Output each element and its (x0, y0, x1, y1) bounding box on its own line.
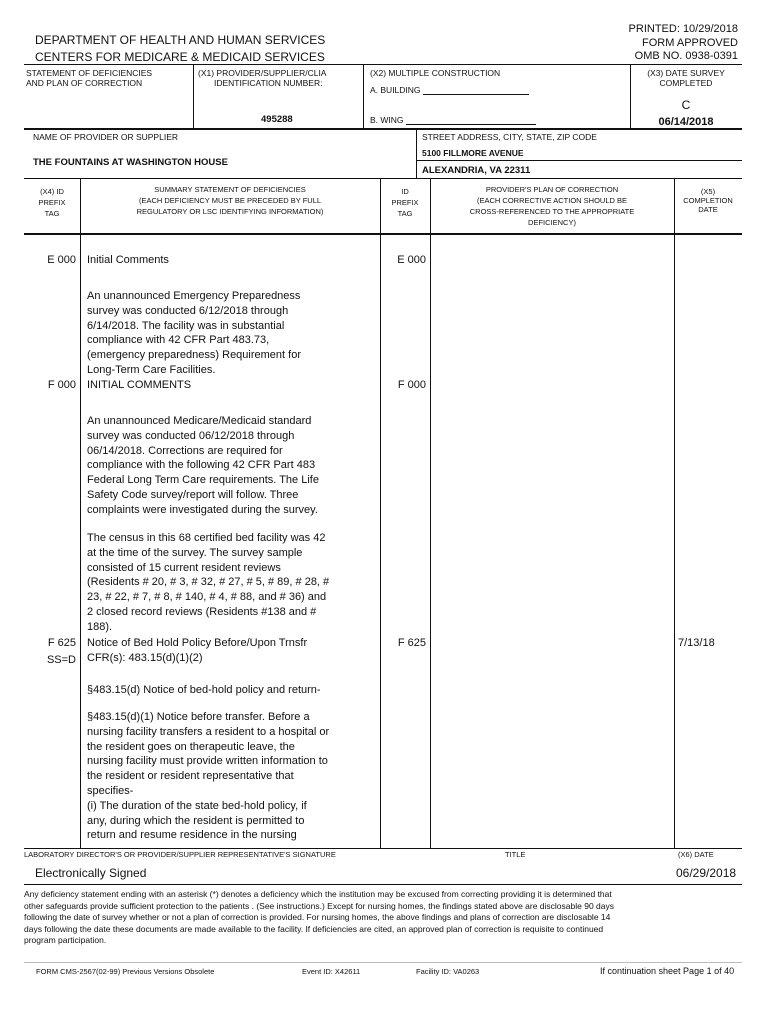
summary-header-1: SUMMARY STATEMENT OF DEFICIENCIES (154, 185, 306, 194)
department-title: DEPARTMENT OF HEALTH AND HUMAN SERVICES (35, 33, 326, 47)
statement-label-1: STATEMENT OF DEFICIENCIES (26, 68, 153, 78)
bed-hold-heading: §483.15(d) Notice of bed-hold policy and return- (87, 684, 321, 696)
x4-header-1: (X4) ID (40, 187, 64, 196)
printed-date: PRINTED: 10/29/2018 (628, 23, 738, 35)
x5-header-2: COMPLETION (683, 196, 733, 205)
x6-date-label: (X6) DATE (678, 850, 714, 859)
x2-label: (X2) MULTIPLE CONSTRUCTION (370, 68, 501, 78)
facility-id: Facility ID: VA0263 (416, 967, 480, 976)
address-divider (416, 160, 742, 161)
emergency-preparedness-paragraph: An unannounced Emergency Preparedness survey was conducted 6/12/2018 through 6/14/2018. The facility was in substantial compliance with 42 CFR Part 483.73, (emergency preparedness) Requirement for Long-Term Care Facilities. (87, 290, 301, 376)
plan-header-3: CROSS-REFERENCED TO THE APPROPRIATE (469, 207, 635, 216)
electronic-signature: Electronically Signed (35, 866, 147, 880)
divider-x1 (193, 64, 194, 128)
x3-code: C (681, 98, 691, 112)
disclosure-notice: Any deficiency statement ending with an asterisk (*) denotes a deficiency which the institution may be excused from correcting providing it is determined that other safeguards provide sufficient protection to the patients . (See instructions.) Except for nursing homes, the findings stated above are disclosable 90 days following the date of survey whether or not a plan of correction is provided. For nursing homes, the above findings and plans of correction are disclosable 14 days following the date these documents are made available to the facility. If deficiencies are cited, an approved plan of correction is requisite to continued program participation. (24, 889, 614, 946)
e000-tag: E 000 (47, 254, 76, 266)
divider-address (416, 128, 417, 178)
col-rule-3 (430, 178, 431, 848)
building-field[interactable] (423, 84, 529, 95)
f000-id-tag: F 000 (397, 379, 426, 391)
x5-header-3: DATE (698, 205, 718, 214)
provider-name: THE FOUNTAINS AT WASHINGTON HOUSE (33, 157, 228, 168)
omb-number: OMB NO. 0938-0391 (634, 50, 738, 62)
f625-completion-date: 7/13/18 (678, 637, 715, 649)
e000-title: Initial Comments (87, 254, 169, 266)
event-id: Event ID: X42611 (302, 967, 361, 976)
centers-title: CENTERS FOR MEDICARE & MEDICAID SERVICES (35, 50, 325, 64)
x1-id-number: 495288 (261, 114, 293, 125)
bed-hold-paragraph: §483.15(d)(1) Notice before transfer. Before a nursing facility transfers a resident to a hospital or the resident goes on therapeutic leave, the nursing facility must provide written information to the resident or resident representative that specifies- (i) The duration of the state bed-hold policy, if any, during which the resident is permitted to return and resume residence in the nursing (87, 711, 330, 842)
f000-tag: F 000 (47, 379, 76, 391)
id-header-3: TAG (397, 209, 413, 218)
x2-wing-text: B. WING (370, 115, 404, 125)
rule-column-head (24, 233, 742, 235)
col-rule-1 (80, 178, 81, 848)
f625-id-tag: F 625 (397, 637, 426, 649)
summary-header-3: REGULATORY OR LSC IDENTIFYING INFORMATION) (136, 207, 324, 216)
x3-label-1: (X3) DATE SURVEY (647, 68, 725, 78)
col-rule-4 (674, 178, 675, 848)
address-label: STREET ADDRESS, CITY, STATE, ZIP CODE (422, 132, 597, 142)
e000-id-tag: E 000 (397, 254, 426, 266)
id-header-2: PREFIX (391, 198, 419, 207)
standard-survey-paragraph: An unannounced Medicare/Medicaid standard survey was conducted 06/12/2018 through 06/14/2018. Corrections are required for compliance with the following 42 CFR Part 483 Federal Long Term Care requirements. The Life Safety Code survey/report will follow. Three complaints were investigated during the survey. (87, 415, 319, 516)
summary-header-2: (EACH DEFICIENCY MUST BE PRECEDED BY FULL (138, 196, 322, 205)
signature-label: LABORATORY DIRECTOR'S OR PROVIDER/SUPPLIER REPRESENTATIVE'S SIGNATURE (24, 850, 336, 859)
continuation-page: If continuation sheet Page 1 of 40 (600, 966, 735, 976)
form-id: FORM CMS-2567(02-99) Previous Versions Obsolete (36, 967, 215, 976)
x1-label-2: IDENTIFICATION NUMBER: (214, 78, 323, 88)
rule-signature-bottom (24, 884, 742, 885)
id-header-1: ID (401, 187, 409, 196)
plan-header-1: PROVIDER'S PLAN OF CORRECTION (485, 185, 619, 194)
provider-label: NAME OF PROVIDER OR SUPPLIER (33, 132, 178, 142)
form-approved: FORM APPROVED (642, 37, 738, 49)
census-paragraph: The census in this 68 certified bed facility was 42 at the time of the survey. The survey sample consisted of 15 current resident reviews (Residents # 20, # 3, # 32, # 27, # 5, # 89, # 28, # 23, # 22, # 7, # 8, # 140, # 4, # 88, and # 36) and 2 closed record reviews (Residents #138 and # 188). (87, 532, 330, 633)
f000-title: INITIAL COMMENTS (87, 379, 192, 391)
f625-tag: F 625 (47, 637, 76, 649)
address-street: 5100 FILLMORE AVENUE (422, 148, 524, 158)
statement-label-2: AND PLAN OF CORRECTION (26, 78, 143, 88)
x1-label-1: (X1) PROVIDER/SUPPLIER/CLIA (198, 68, 327, 78)
f625-title: Notice of Bed Hold Policy Before/Upon Trnsfr CFR(s): 483.15(d)(1)(2) (87, 637, 308, 664)
rule-top (24, 64, 742, 65)
f625-scope-severity: SS=D (46, 654, 76, 666)
rule-header-2 (24, 178, 742, 179)
x3-date: 06/14/2018 (658, 116, 714, 128)
x2-building-label (370, 84, 529, 95)
divider-x2 (363, 64, 364, 128)
x2-building-text: A. BUILDING (370, 85, 421, 95)
x4-header-3: TAG (44, 209, 60, 218)
x5-header-1: (X5) (700, 187, 716, 196)
x3-label-2: COMPLETED (659, 78, 713, 88)
x2-wing-label (370, 114, 536, 125)
plan-header-4: DEFICIENCY) (528, 218, 576, 227)
address-city: ALEXANDRIA, VA 22311 (422, 165, 531, 176)
rule-signature-top (24, 848, 742, 849)
x4-header-2: PREFIX (38, 198, 66, 207)
plan-header-2: (EACH CORRECTIVE ACTION SHOULD BE (476, 196, 628, 205)
wing-field[interactable] (406, 114, 536, 125)
signature-date: 06/29/2018 (676, 866, 737, 880)
title-label: TITLE (505, 850, 526, 859)
rule-bottom (24, 962, 742, 963)
